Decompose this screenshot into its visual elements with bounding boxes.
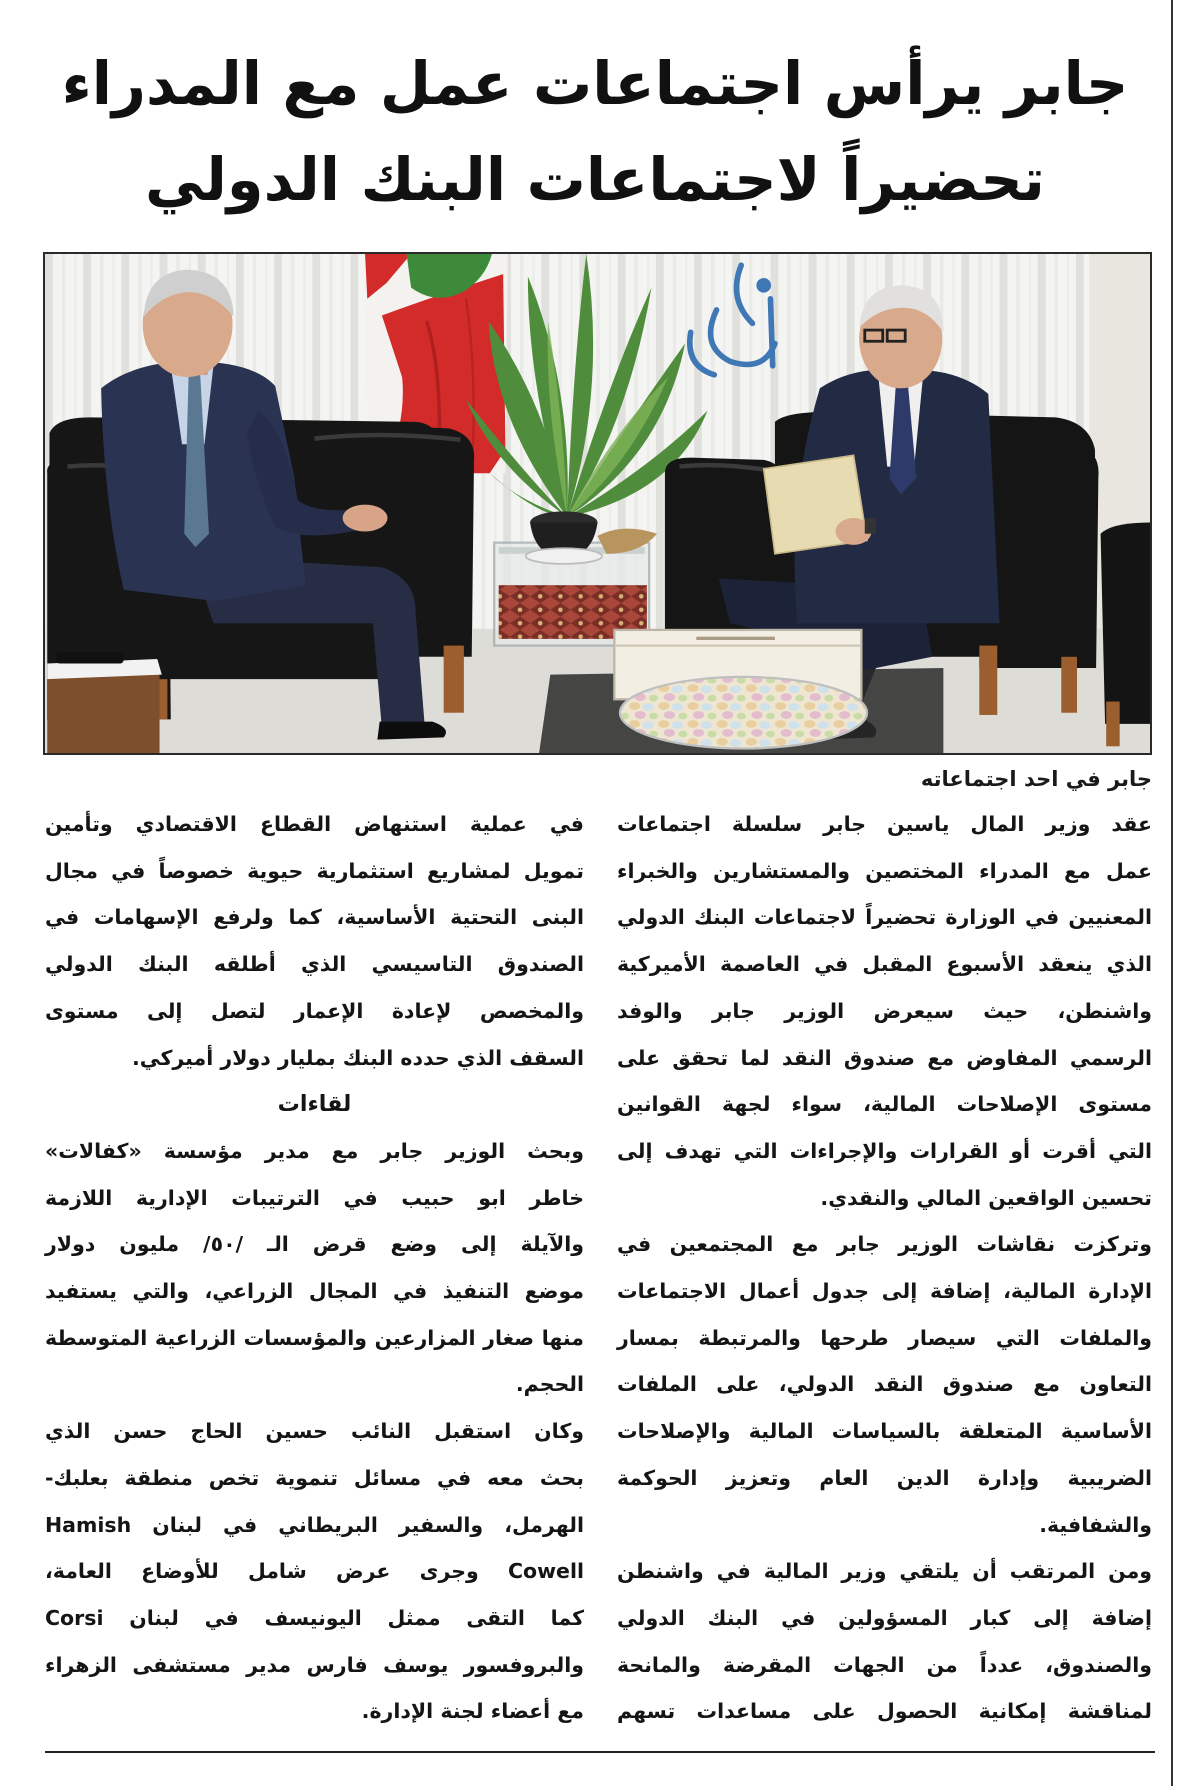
article-line: مع أعضاء لجنة الإدارة. [361, 1699, 584, 1724]
far-right-armchair [1101, 523, 1150, 747]
section-subheading: لقاءات [277, 1091, 352, 1118]
article-column-left [45, 801, 584, 1735]
bottom-rule [45, 1751, 1155, 1753]
headline-line-1: جابر يرأس اجتماعات عمل مع المدراء [61, 49, 1129, 118]
article-line: الرسمي المفاوض مع صندوق النقد لما تحقق على [617, 1045, 1152, 1070]
article-line: المعنيين في الوزارة تحضيراً لاجتماعات البنك الدولي [617, 905, 1152, 930]
article-line: التي أقرت أو القرارات والإجراءات التي تهدف إلى [617, 1138, 1152, 1163]
article-line: منها صغار المزارعين والمؤسسات الزراعية المتوسطة [45, 1325, 584, 1350]
article-line: تمويل لمشاريع استثمارية حيوية خصوصاً في مجال [45, 858, 584, 883]
article-line: تحسين الواقعين المالي والنقدي. [820, 1185, 1152, 1210]
article-line: التعاون مع صندوق النقد الدولي، على الملفات [617, 1372, 1152, 1397]
article-line: الأساسية المتعلقة بالسياسات المالية والإصلاحات [617, 1419, 1152, 1444]
article-line: والآيلة إلى وضع قرض الـ /٥٠/ مليون دولار [45, 1232, 584, 1257]
phone [56, 652, 123, 663]
article-line: بحث معه في مسائل تنموية تخص منطقة بعلبك- [45, 1465, 584, 1490]
article-body [45, 801, 1152, 1741]
article-line: خاطر ابو حبيب في الترتيبات الإدارية اللازمة [45, 1185, 584, 1210]
headline-line-2: تحضيراً لاجتماعات البنك الدولي [145, 145, 1045, 214]
article-line: وكان استقبل النائب حسين الحاج حسن الذي [45, 1419, 584, 1444]
article-line: الهرمل، والسفير البريطاني في لبنان Hamish [45, 1512, 584, 1537]
article-line: والبروفسور يوسف فارس مدير مستشفى الزهراء [45, 1652, 584, 1677]
article-line: الحجم. [515, 1372, 584, 1397]
article-line: وتركزت نقاشات الوزير جابر مع المجتمعين في [617, 1232, 1152, 1257]
article-line: واشنطن، حيث سيعرض الوزير جابر والوفد [617, 998, 1152, 1023]
article-line: عقد وزير المال ياسين جابر سلسلة اجتماعات [617, 812, 1152, 836]
article-line: عمل مع المدراء المختصين والمستشارين والخبراء [617, 858, 1152, 883]
article-line: لمناقشة إمكانية الحصول على مساعدات تسهم [617, 1699, 1152, 1724]
photo-caption: جابر في احد اجتماعاته [920, 767, 1152, 791]
headline [60, 36, 1130, 228]
article-line: مستوى الإصلاحات المالية، سواء لجهة القوانين [617, 1092, 1152, 1117]
article-line: السقف الذي حدده البنك بمليار دولار أميركي. [131, 1045, 584, 1070]
article-line: الإدارة المالية، إضافة إلى جدول أعمال الاجتماعات [617, 1279, 1152, 1304]
article-line: وبحث الوزير جابر مع مدير مؤسسة «كفالات» [45, 1138, 584, 1163]
article-line: والمخصص لإعادة الإعمار لتصل إلى مستوى [45, 998, 584, 1023]
column-rule [1171, 0, 1173, 1786]
article-line: إضافة إلى كبار المسؤولين في البنك الدولي [617, 1605, 1152, 1630]
article-line: والشفافية. [1039, 1512, 1152, 1537]
article-line: البنى التحتية الأساسية، كما ولرفع الإسهامات في [45, 905, 584, 930]
candy-bowl [620, 677, 867, 749]
article-line: Cowell وجرى عرض شامل للأوضاع العامة، [45, 1559, 584, 1584]
article-line: والملفات التي سيصار طرحها والمرتبطة بمسار [617, 1325, 1152, 1350]
article-line: كما التقى ممثل اليونيسف في لبنان Corsi [45, 1605, 584, 1630]
article-column-right [617, 801, 1152, 1735]
article-line: ومن المرتقب أن يلتقي وزير المالية في واشنطن [617, 1559, 1152, 1584]
article-line: الذي ينعقد الأسبوع المقبل في العاصمة الأميركية [617, 952, 1152, 977]
meeting-photo-illustration [45, 254, 1150, 753]
left-side-table [47, 652, 162, 753]
article-line: الضريبية وإدارة الدين العام وتعزيز الحوكمة [617, 1465, 1152, 1490]
article-line: الصندوق التاسيسي الذي أطلقه البنك الدولي [45, 952, 584, 977]
article-photo [43, 252, 1152, 755]
article-line: والصندوق، عدداً من الجهات المقرضة والمانحة [617, 1652, 1152, 1677]
article-line: موضع التنفيذ في المجال الزراعي، والتي يستفيد [45, 1279, 584, 1304]
article-line: في عملية استنهاض القطاع الاقتصادي وتأمين [45, 812, 584, 836]
